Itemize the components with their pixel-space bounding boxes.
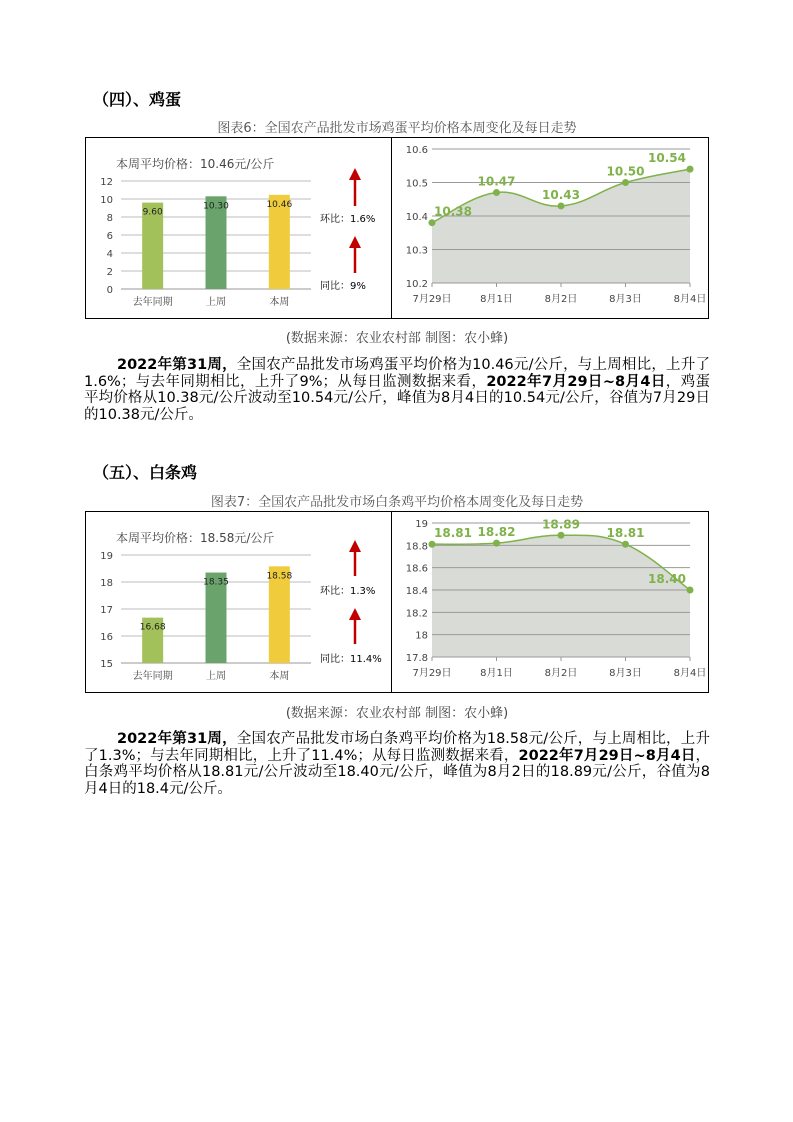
y-tick-label: 18 (415, 630, 428, 642)
x-tick-label: 本周 (269, 297, 290, 308)
summary-bold-dates: 2022年7月29日~8月4日 (486, 373, 666, 390)
line-chart-chicken (391, 512, 710, 694)
hb-change-label: 环比：1.6% (320, 214, 376, 225)
data-label: 10.50 (606, 164, 645, 179)
data-point (687, 587, 694, 594)
data-point (558, 202, 565, 209)
tb-change-label: 同比：11.4% (320, 654, 382, 665)
data-label: 10.54 (648, 151, 686, 166)
figure-caption-chicken: 图表7：全国农产品批发市场白条鸡平均价格本周变化及每日走势 (210, 495, 584, 510)
y-tick-label: 2 (106, 267, 113, 278)
summary-paragraph-chicken (84, 731, 710, 797)
data-point (493, 189, 500, 196)
data-label: 18.89 (542, 517, 580, 532)
bar-value-label: 10.30 (203, 201, 229, 212)
summary-bold-week: 2022年第31周， (117, 357, 237, 373)
data-point (429, 541, 436, 548)
y-tick-label: 18 (100, 578, 113, 589)
section-title-chicken: （五）、白条鸡 (93, 463, 198, 482)
y-tick-label: 6 (106, 231, 113, 242)
data-label: 18.40 (648, 572, 686, 586)
tb-change-label: 同比：9% (320, 281, 366, 292)
y-tick-label: 10.3 (405, 245, 428, 257)
bar-value-label: 10.46 (266, 199, 293, 210)
x-tick-label: 8月4日 (673, 668, 707, 679)
y-tick-label: 10.5 (405, 178, 428, 190)
summary-text: ，鸡蛋平均价格从10.38元/公斤波动至10.54元/公斤，峰值为8月4日的10.54元/公斤，谷值为7月29日的10.38元/公斤。 (84, 373, 711, 423)
y-tick-label: 4 (106, 249, 113, 260)
up-arrow-icon (349, 608, 361, 620)
up-arrow-icon (349, 540, 361, 552)
data-label: 10.47 (477, 174, 516, 189)
area-fill (432, 535, 690, 657)
summary-paragraph-egg (84, 357, 710, 423)
bar-value-label: 9.60 (142, 207, 163, 218)
x-tick-label: 8月2日 (544, 294, 578, 305)
bar-value-label: 18.35 (203, 577, 229, 588)
chart-frame-egg (85, 137, 709, 319)
data-point (429, 219, 436, 226)
panel-divider (391, 512, 392, 692)
area-fill (432, 169, 690, 283)
data-source-chicken: (数据来源：农业农村部 制图：农小蜂) (285, 706, 509, 721)
y-tick-label: 18.2 (405, 608, 428, 620)
y-tick-label: 10.2 (405, 279, 428, 290)
y-tick-label: 10.6 (405, 145, 428, 156)
summary-text: 全国农产品批发市场白条鸡平均价格为18.58元/公斤，与上周相比，上升了1.3%；与去年同期相比，上升了11.4%；从每日监测数据来看， (84, 731, 710, 764)
y-tick-label: 8 (106, 213, 113, 224)
x-tick-label: 8月2日 (544, 668, 578, 679)
hb-change-label: 环比：1.3% (320, 586, 376, 597)
y-tick-label: 10.4 (405, 212, 428, 223)
data-label: 10.38 (434, 204, 472, 219)
bar-value-label: 18.58 (266, 571, 293, 582)
up-arrow-icon (349, 236, 361, 248)
data-label: 18.81 (434, 526, 472, 541)
data-label: 18.81 (606, 526, 645, 541)
y-tick-label: 0 (106, 285, 113, 296)
y-tick-label: 15 (100, 659, 113, 670)
chart-title: 本周平均价格：18.58元/公斤 (116, 531, 275, 545)
chart-title: 本周平均价格：10.46元/公斤 (116, 157, 275, 171)
y-tick-label: 16 (100, 632, 113, 643)
y-tick-label: 12 (100, 177, 113, 188)
x-tick-label: 8月3日 (609, 294, 642, 305)
figure-caption-egg: 图表6：全国农产品批发市场鸡蛋平均价格本周变化及每日走势 (217, 121, 577, 136)
data-label: 18.82 (477, 525, 516, 540)
y-tick-label: 17.8 (405, 653, 428, 664)
change-indicator-chicken (86, 512, 391, 694)
summary-text: 全国农产品批发市场鸡蛋平均价格为10.46元/公斤，与上周相比，上升了1.6%；与去年同期相比，上升了9%；从每日监测数据来看， (84, 357, 710, 390)
x-tick-label: 去年同期 (132, 297, 173, 308)
x-tick-label: 7月29日 (412, 668, 452, 679)
y-tick-label: 10 (100, 195, 113, 206)
bar-value-label: 16.68 (139, 622, 166, 633)
section-title-egg: （四）、鸡蛋 (93, 90, 182, 109)
line-chart-egg (391, 138, 710, 320)
data-point (687, 166, 694, 173)
x-tick-label: 8月1日 (480, 294, 513, 305)
x-tick-label: 本周 (269, 671, 290, 682)
x-tick-label: 8月3日 (609, 668, 642, 679)
x-tick-label: 8月4日 (673, 294, 707, 305)
x-tick-label: 7月29日 (412, 294, 452, 305)
y-tick-label: 19 (100, 551, 113, 562)
x-tick-label: 8月1日 (480, 668, 513, 679)
data-point (558, 532, 565, 539)
chart-frame-chicken (85, 511, 709, 693)
data-label: 10.43 (542, 187, 580, 202)
panel-divider (391, 138, 392, 318)
x-tick-label: 上周 (206, 671, 226, 682)
y-tick-label: 18.8 (405, 541, 428, 553)
change-indicator-egg (86, 138, 391, 320)
y-tick-label: 18.4 (405, 586, 428, 597)
summary-bold-dates: 2022年7月29日~8月4日 (518, 747, 696, 764)
x-tick-label: 上周 (206, 297, 226, 308)
data-point (622, 541, 629, 548)
data-point (493, 540, 500, 547)
y-tick-label: 17 (100, 605, 113, 616)
data-point (622, 179, 629, 186)
up-arrow-icon (349, 168, 361, 180)
y-tick-label: 19 (415, 519, 428, 530)
x-tick-label: 去年同期 (132, 671, 173, 682)
data-source-egg: (数据来源：农业农村部 制图：农小蜂) (285, 331, 509, 346)
summary-bold-week: 2022年第31周， (117, 731, 237, 747)
summary-text: ，白条鸡平均价格从18.81元/公斤波动至18.40元/公斤，峰值为8月2日的18.89元/公斤，谷值为8月4日的18.4元/公斤。 (84, 747, 710, 797)
y-tick-label: 18.6 (405, 563, 428, 575)
